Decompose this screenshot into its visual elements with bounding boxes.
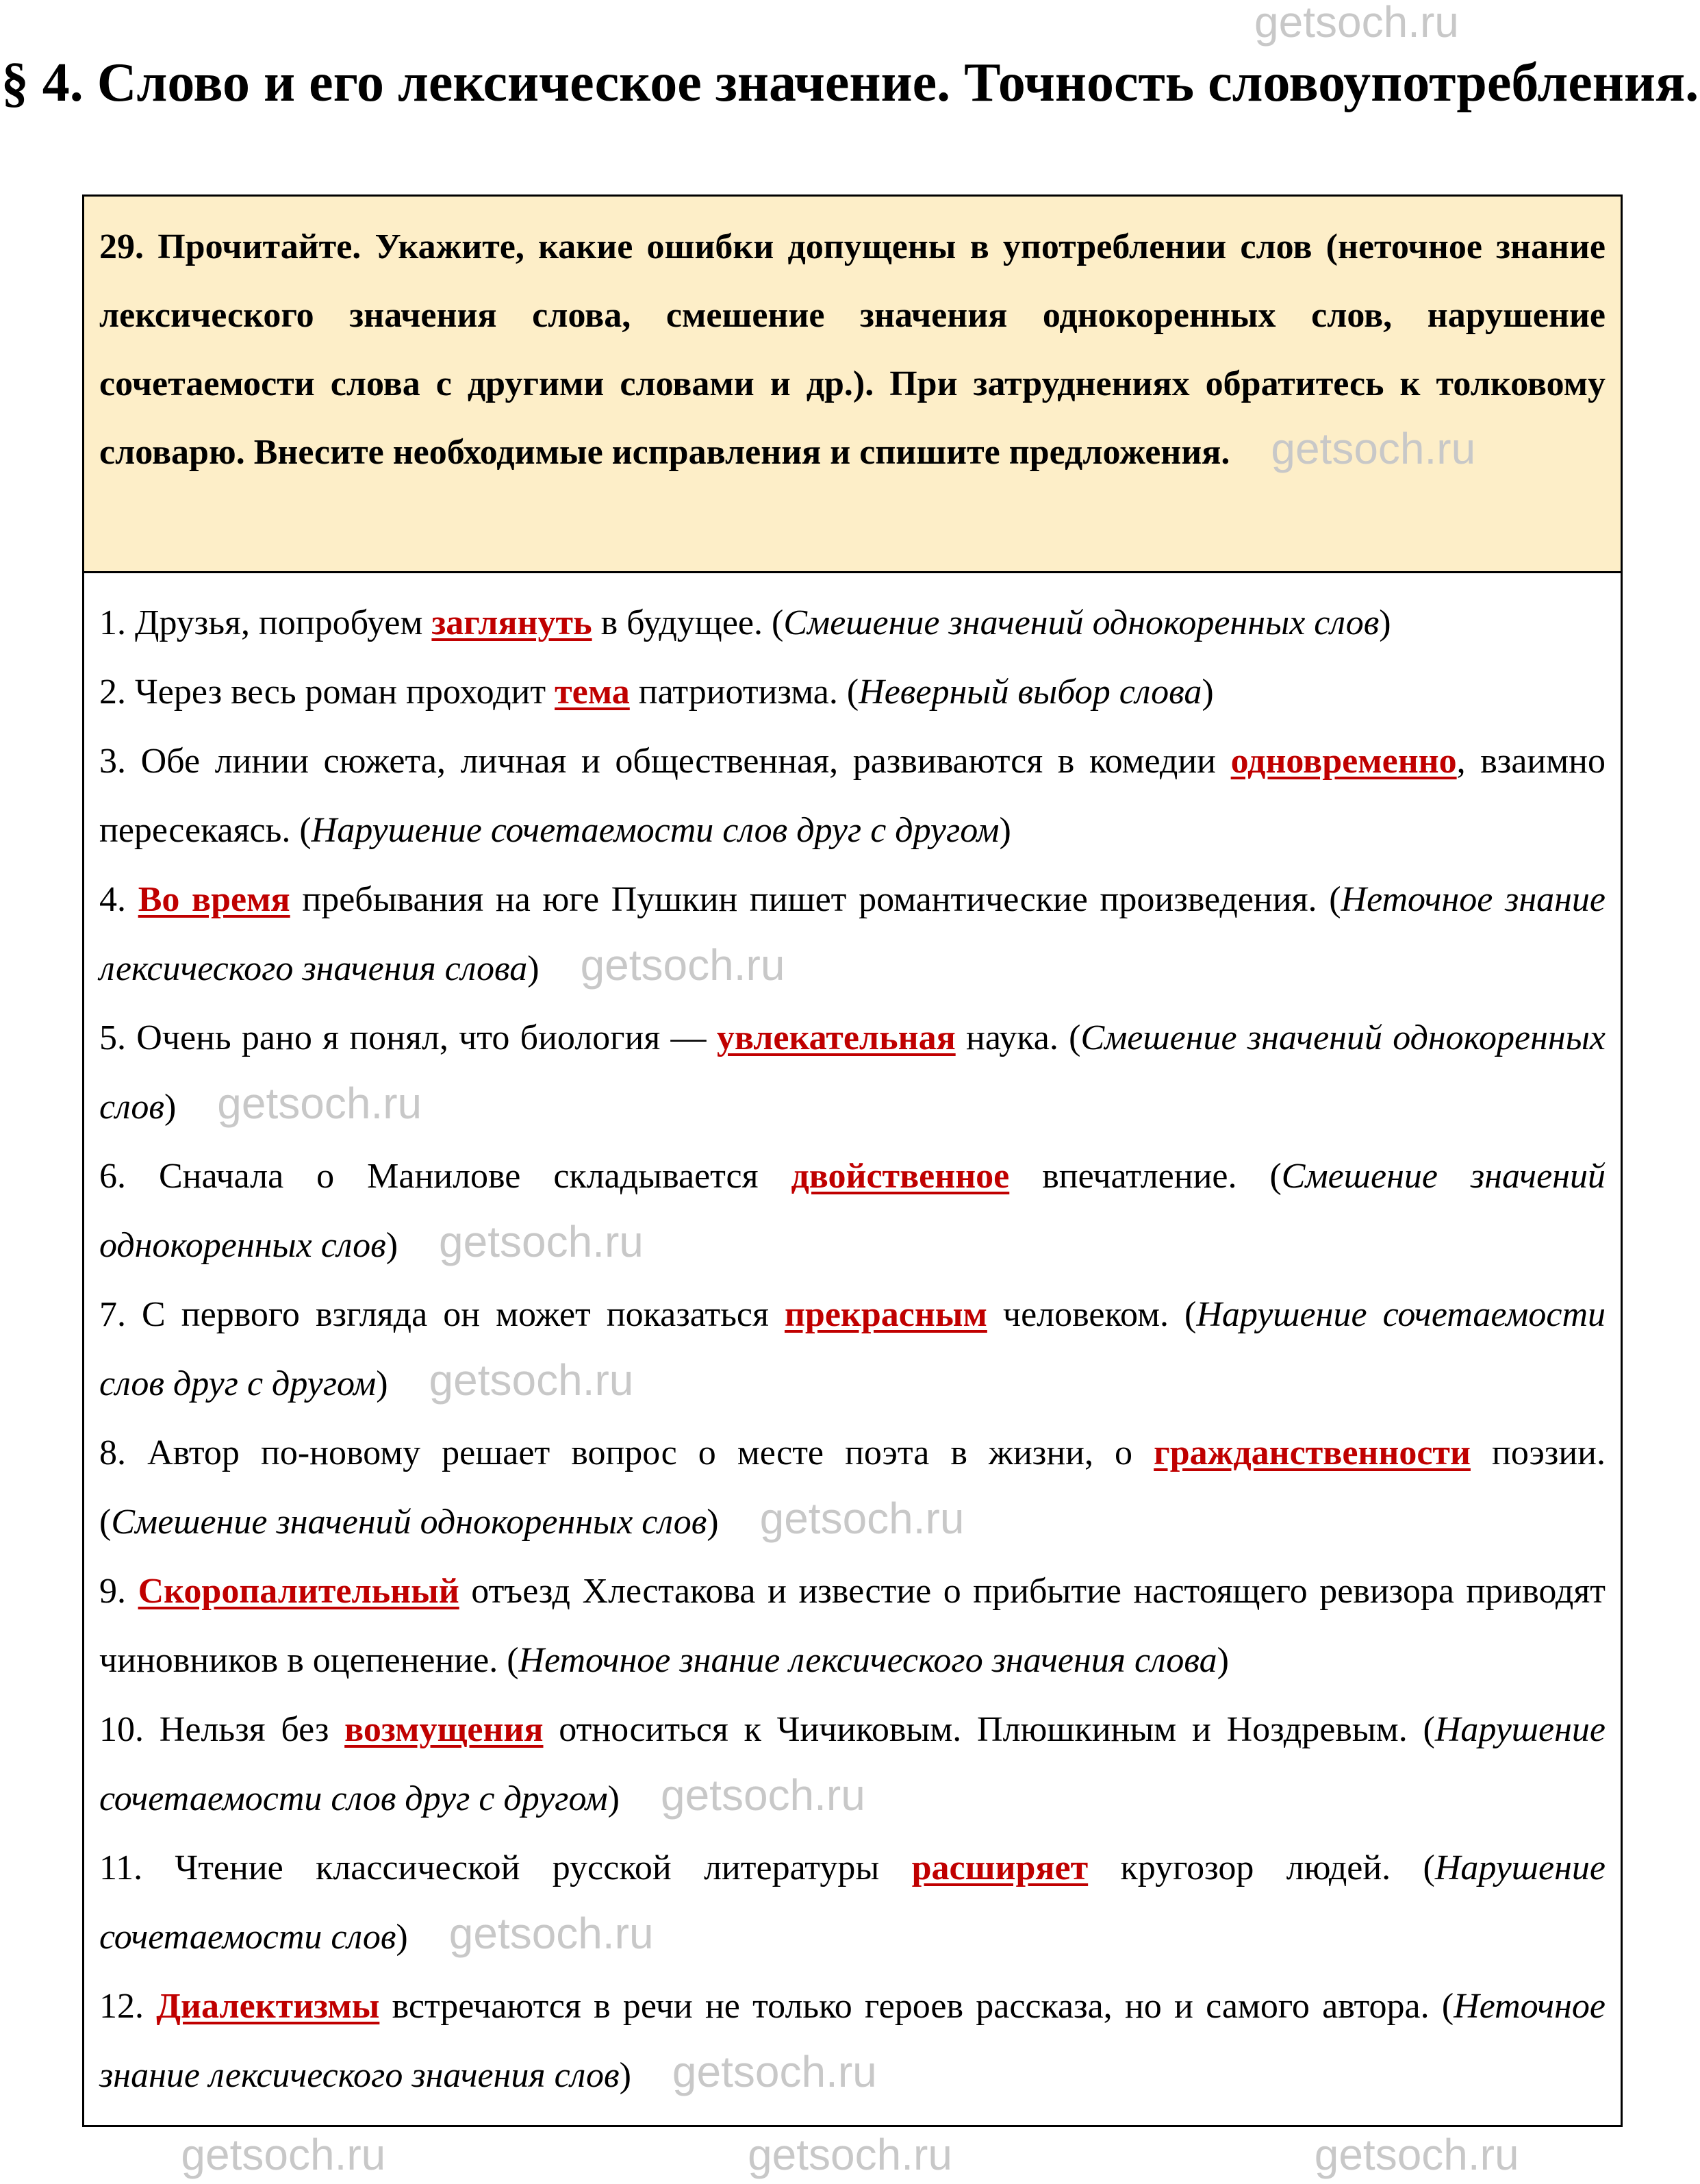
watermark: getsoch.ru [1254, 0, 1459, 47]
error-word: гражданственности [1154, 1433, 1471, 1472]
closing-paren: ) [527, 949, 540, 988]
sentence-text: 3. Обе линии сюжета, личная и общественная, развиваются в комедии [99, 742, 1231, 781]
error-type-note: Неточное знание лексического значения слова [99, 880, 1606, 988]
closing-paren: ) [376, 1364, 388, 1403]
list-item [99, 1280, 1606, 1418]
watermark: getsoch.ru [672, 2047, 877, 2096]
sentence-text: , взаимно пересекаясь. ( [99, 742, 1606, 850]
list-item [99, 865, 1606, 1003]
error-word: возмущения [344, 1710, 544, 1749]
sentence-text: наука. ( [955, 1018, 1081, 1057]
error-type-note: Смешение значений однокоренных слов [783, 603, 1380, 642]
sentence-text: кругозор людей. ( [1088, 1848, 1435, 1887]
watermark: getsoch.ru [1271, 424, 1476, 473]
sentence-text: пребывания на юге Пушкин пишет романтические произведения. ( [290, 880, 1341, 919]
error-type-note: Нарушение сочетаемости слов друг с другом [99, 1295, 1606, 1403]
error-type-note: Смешение значений однокоренных слов [99, 1018, 1606, 1127]
closing-paren: ) [396, 1918, 408, 1957]
list-item [99, 1142, 1606, 1280]
closing-paren: ) [707, 1503, 719, 1542]
closing-paren: ) [1379, 603, 1391, 642]
error-word: одновременно [1230, 742, 1457, 781]
sentence-text: 9. [99, 1572, 138, 1611]
sentence-text: 7. С первого взгляда он может показаться [99, 1295, 785, 1334]
list-item [99, 1557, 1606, 1695]
list-item [99, 1418, 1606, 1557]
closing-paren: ) [1217, 1641, 1229, 1680]
sentence-text: впечатление. ( [1009, 1157, 1282, 1196]
sentence-text: отъезд Хлестакова и известие о прибытие настоящего ревизора приводят чиновников в оцепенение. ( [99, 1572, 1606, 1680]
sentence-text: человеком. ( [987, 1295, 1197, 1334]
list-item [99, 727, 1606, 865]
error-word: заглянуть [431, 603, 592, 642]
error-word: Скоропалительный [138, 1572, 459, 1611]
list-item [99, 1972, 1606, 2110]
sentence-text: 11. Чтение классической русской литературы [99, 1848, 912, 1887]
error-type-note: Смешение значений однокоренных слов [111, 1503, 707, 1542]
watermark: getsoch.ru [429, 1355, 634, 1405]
closing-paren: ) [607, 1779, 620, 1818]
sentence-text: встречаются в речи не только героев рассказа, но и самого автора. ( [379, 1987, 1454, 2026]
closing-paren: ) [385, 1226, 398, 1265]
sentence-text: 12. [99, 1987, 157, 2026]
list-item [99, 1003, 1606, 1142]
closing-paren: ) [164, 1088, 177, 1127]
error-word: двойственное [791, 1157, 1010, 1196]
list-item [99, 588, 1606, 657]
sentence-text: 4. [99, 880, 138, 919]
watermark: getsoch.ru [1314, 2130, 1519, 2179]
watermark: getsoch.ru [660, 1770, 865, 1820]
error-type-note: Нарушение сочетаемости слов друг с другом [311, 811, 1000, 850]
sentence-text: патриотизма. ( [629, 673, 859, 712]
error-type-note: Неверный выбор слова [859, 673, 1202, 712]
sentence-text: 8. Автор по-новому решает вопрос о месте поэта в жизни, о [99, 1433, 1154, 1472]
sentence-text: 2. Через весь роман проходит [99, 673, 555, 712]
sentence-text: 5. Очень рано я понял, что биология — [99, 1018, 717, 1057]
watermark-footer [0, 2130, 1700, 2179]
exercise-box [82, 194, 1623, 2127]
closing-paren: ) [1202, 673, 1214, 712]
error-type-note: Смешение значений однокоренных слов [99, 1157, 1606, 1265]
sentence-text: 10. Нельзя без [99, 1710, 345, 1749]
sentence-text: относиться к Чичиковым. Плюшкиным и Ноздревым. ( [543, 1710, 1435, 1749]
error-type-note: Нарушение сочетаемости слов [99, 1848, 1606, 1957]
watermark: getsoch.ru [759, 1494, 965, 1543]
watermark: getsoch.ru [748, 2130, 952, 2179]
watermark: getsoch.ru [448, 1909, 654, 1958]
list-item [99, 1695, 1606, 1833]
list-item [99, 657, 1606, 727]
task-instructions [84, 197, 1621, 573]
error-word: Диалектизмы [156, 1987, 380, 2026]
sentence-text: 6. Сначала о Манилове складывается [99, 1157, 791, 1196]
error-word: Во время [138, 880, 290, 919]
list-item [99, 1833, 1606, 1972]
task-text: 29. Прочитайте. Укажите, какие ошибки допущены в употреблении слов (неточное знание лексического значения слова, смешение значения однокоренных слов, нарушение сочетаемости слова с другими словами и др.). При затруднениях обратитесь к толковому словарю. Внесите необходимые исправления и спишите предложения. [99, 227, 1606, 472]
sentence-text: 1. Друзья, попробуем [99, 603, 432, 642]
error-word: тема [555, 673, 630, 712]
sentence-text: поэзии. ( [99, 1433, 1606, 1542]
watermark: getsoch.ru [580, 940, 785, 990]
error-type-note: Нарушение сочетаемости слов друг с другом [99, 1710, 1606, 1818]
error-type-note: Неточное знание лексического значения слов [99, 1987, 1606, 2095]
page-title: § 4. Слово и его лексическое значение. Точность словоупотребления. [1, 53, 1699, 113]
error-type-note: Неточное знание лексического значения слова [518, 1641, 1217, 1680]
closing-paren: ) [999, 811, 1011, 850]
watermark: getsoch.ru [439, 1217, 644, 1266]
closing-paren: ) [619, 2056, 631, 2095]
error-word: прекрасным [784, 1295, 987, 1334]
sentence-text: в будущее. ( [592, 603, 784, 642]
error-word: расширяет [911, 1848, 1089, 1887]
answer-list [84, 573, 1621, 2124]
watermark: getsoch.ru [217, 1079, 422, 1128]
watermark: getsoch.ru [181, 2130, 386, 2179]
error-word: увлекательная [716, 1018, 956, 1057]
